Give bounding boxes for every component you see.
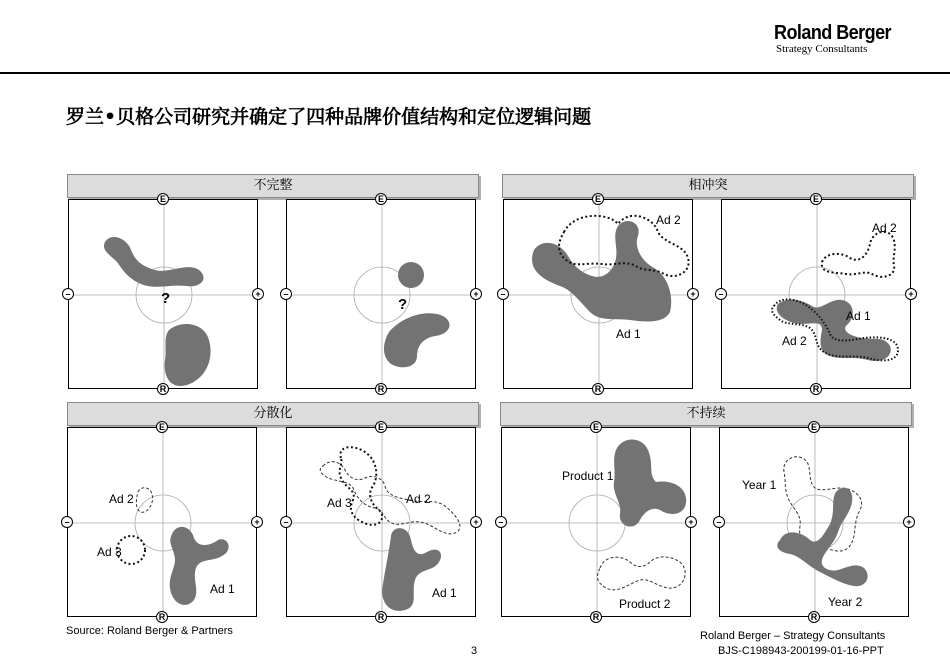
source-note: Source: Roland Berger & Partners (66, 625, 233, 637)
axis-minus-marker: – (495, 516, 507, 528)
positioning-map-unsustained-1 (501, 427, 691, 617)
positioning-map-conflict-1 (503, 199, 693, 389)
page-number: 3 (471, 645, 478, 657)
axis-e-marker: E (375, 193, 387, 205)
ad-label: Ad 2 (656, 213, 681, 227)
company-tagline: Strategy Consultants (776, 43, 868, 55)
axis-r-marker: R (590, 611, 602, 623)
axis-e-marker: E (592, 193, 604, 205)
footer-company: Roland Berger – Strategy Consultants (700, 630, 886, 642)
brand-blob (614, 440, 686, 527)
ad-outline (822, 232, 895, 277)
question-mark: ? (398, 296, 408, 313)
axis-r-marker: R (375, 611, 387, 623)
axis-minus-marker: – (713, 516, 725, 528)
brand-blob (384, 313, 450, 367)
axis-minus-marker: – (61, 516, 73, 528)
axis-e-marker: E (156, 421, 168, 433)
positioning-map-graphic (502, 428, 692, 618)
positioning-map-graphic (504, 200, 694, 390)
ad-label: Ad 3 (97, 545, 122, 559)
axis-minus-marker: – (62, 288, 74, 300)
year-label: Year 1 (742, 478, 777, 492)
ad-label: Ad 1 (616, 327, 641, 341)
ad-label: Ad 1 (432, 586, 457, 600)
product-label: Product 2 (619, 597, 671, 611)
axis-plus-marker: + (251, 516, 263, 528)
positioning-map-dispersed-1 (67, 427, 257, 617)
axis-plus-marker: + (685, 516, 697, 528)
axis-e-marker: E (375, 421, 387, 433)
axis-plus-marker: + (470, 288, 482, 300)
positioning-map-incomplete-1 (68, 199, 258, 389)
ad-label: Ad 3 (327, 496, 352, 510)
axis-minus-marker: – (497, 288, 509, 300)
axis-minus-marker: – (715, 288, 727, 300)
section-dispersed-header: 分散化 (67, 402, 479, 426)
section-incomplete-header: 不完整 (67, 174, 479, 198)
axis-r-marker: R (808, 611, 820, 623)
positioning-map-graphic (287, 200, 477, 390)
axis-e-marker: E (808, 421, 820, 433)
axis-r-marker: R (592, 383, 604, 395)
year-label: Year 2 (828, 595, 863, 609)
positioning-map-graphic (720, 428, 910, 618)
axis-r-marker: R (375, 383, 387, 395)
axis-minus-marker: – (280, 288, 292, 300)
brand-blob (104, 237, 204, 287)
ad-label: Ad 2 (782, 334, 807, 348)
axis-e-marker: E (590, 421, 602, 433)
ad-label: Ad 2 (872, 221, 897, 235)
ad-label: Ad 1 (210, 582, 235, 596)
product-label: Product 1 (562, 469, 614, 483)
axis-plus-marker: + (905, 288, 917, 300)
page-title: 罗兰•贝格公司研究并确定了四种品牌价值结构和定位逻辑问题 (66, 106, 592, 128)
brand-blob (532, 221, 671, 321)
axis-r-marker: R (156, 611, 168, 623)
ad-label: Ad 1 (846, 309, 871, 323)
company-logo: Roland Berger (774, 22, 892, 44)
positioning-map-unsustained-2 (719, 427, 909, 617)
section-unsustained-header: 不持续 (500, 402, 912, 426)
axis-plus-marker: + (687, 288, 699, 300)
brand-blob (398, 262, 424, 288)
brand-blob (777, 300, 891, 362)
question-mark: ? (161, 290, 171, 307)
footer-code: BJS-C198943-200199-01-16-PPT (718, 645, 884, 657)
axis-plus-marker: + (903, 516, 915, 528)
brand-blob (165, 324, 211, 386)
positioning-map-conflict-2 (721, 199, 911, 389)
ad-label: Ad 2 (406, 492, 431, 506)
axis-e-marker: E (810, 193, 822, 205)
axis-r-marker: R (157, 383, 169, 395)
axis-plus-marker: + (470, 516, 482, 528)
axis-e-marker: E (157, 193, 169, 205)
positioning-map-dispersed-2 (286, 427, 476, 617)
axis-minus-marker: – (280, 516, 292, 528)
ad-label: Ad 2 (109, 492, 134, 506)
ad-outline (598, 557, 686, 590)
positioning-map-incomplete-2 (286, 199, 476, 389)
section-conflict-header: 相冲突 (502, 174, 914, 198)
axis-r-marker: R (810, 383, 822, 395)
header-rule (0, 72, 950, 74)
ad-outline (340, 447, 383, 525)
axis-plus-marker: + (252, 288, 264, 300)
